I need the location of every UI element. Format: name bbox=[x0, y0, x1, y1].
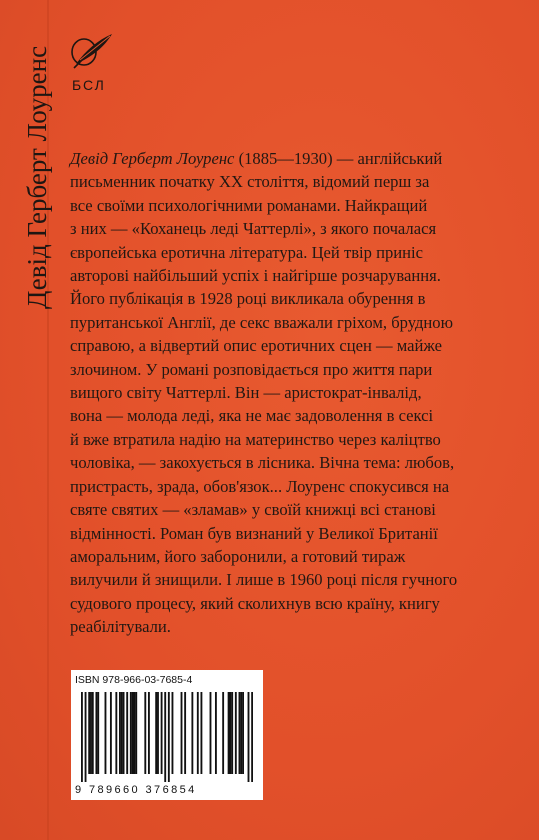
isbn-number: ISBN 978-966-03-7685-4 bbox=[75, 674, 193, 686]
barcode-image bbox=[81, 692, 253, 782]
description-line: вилучили й знищили. І лише в 1960 році після гучного bbox=[70, 570, 458, 590]
barcode-bar bbox=[148, 692, 150, 774]
barcode-bar bbox=[115, 692, 117, 774]
description-line: вона — молода леді, яка не має задоволення в сексі bbox=[70, 406, 434, 426]
barcode-bar bbox=[134, 692, 136, 774]
barcode-bar bbox=[126, 692, 128, 774]
barcode-bar bbox=[164, 692, 166, 782]
description-line: Його публікація в 1928 році викликала обурення в bbox=[70, 289, 426, 309]
barcode-bar bbox=[251, 692, 253, 782]
barcode-bar bbox=[229, 692, 231, 774]
barcode-label bbox=[71, 670, 263, 800]
description-line: аморальним, його заборонили, а готовий тираж bbox=[70, 546, 406, 566]
barcode-bar bbox=[210, 692, 212, 774]
description-line: чоловіка, — закохується в лісника. Вічна тема: любов, bbox=[70, 453, 455, 473]
barcode-bar bbox=[92, 692, 94, 774]
description-line: реабілітували. bbox=[70, 617, 171, 637]
description-line: й вже втратила надію на материнство через каліцтво bbox=[70, 429, 441, 449]
barcode-bar bbox=[157, 692, 159, 774]
barcode-bar bbox=[105, 692, 107, 774]
book-description bbox=[70, 147, 520, 639]
description-line: письменник початку XX століття, відомий перш за bbox=[70, 172, 430, 192]
description-line: відмінності. Роман був визнаний у Великої Британії bbox=[70, 523, 438, 543]
barcode-bar bbox=[228, 692, 230, 774]
barcode-bar bbox=[168, 692, 170, 782]
description-line: судового процесу, який сколихнув всю країну, книгу bbox=[70, 593, 440, 613]
description-line: пристрасть, зрада, обов'язок... Лоуренс спокусився на bbox=[70, 476, 450, 496]
barcode-bar bbox=[144, 692, 146, 774]
spine-author-name: Девід Герберт Лоуренс bbox=[22, 45, 52, 310]
barcode-bar bbox=[85, 692, 87, 782]
barcode-bar bbox=[123, 692, 125, 774]
barcode-bar bbox=[121, 692, 123, 774]
description-line: пуританської Англії, де секс вважали гріхом, брудною bbox=[70, 312, 453, 332]
barcode-bar bbox=[119, 692, 121, 774]
barcode-bar bbox=[235, 692, 237, 774]
barcode-bar bbox=[95, 692, 97, 774]
barcode-bar bbox=[191, 692, 193, 774]
barcode-bar bbox=[97, 692, 99, 774]
barcode-bar bbox=[90, 692, 92, 774]
barcode-bar bbox=[88, 692, 90, 774]
barcode-bar bbox=[215, 692, 217, 774]
publisher-logo-text: БСЛ bbox=[72, 77, 106, 93]
barcode-bar bbox=[155, 692, 157, 774]
description-line: авторові найбільший успіх і найгірше розчарування. bbox=[70, 266, 441, 286]
barcode-bar bbox=[231, 692, 233, 774]
description-line: європейська еротична література. Цей твір приніс bbox=[70, 242, 424, 262]
barcode-bar bbox=[242, 692, 244, 774]
barcode-bar bbox=[161, 692, 163, 774]
barcode-bar bbox=[200, 692, 202, 774]
barcode-bar bbox=[197, 692, 199, 774]
barcode-bar bbox=[135, 692, 137, 774]
barcode-bar bbox=[239, 692, 241, 774]
description-line: святе святих — «зламав» у своїй книжці всі станові bbox=[70, 500, 436, 520]
barcode-digits: 9 789660 376854 bbox=[75, 784, 197, 796]
barcode-bar bbox=[222, 692, 224, 774]
description-line-1: Девід Герберт Лоуренс (1885—1930) — англійський bbox=[70, 149, 443, 168]
barcode-bar bbox=[240, 692, 242, 774]
description-line: з них — «Коханець леді Чаттерлі», з якого почалася bbox=[70, 219, 437, 239]
barcode-bar bbox=[184, 692, 186, 774]
description-author: Девід Герберт Лоуренс bbox=[70, 149, 235, 168]
barcode-bar bbox=[110, 692, 112, 774]
barcode-bar bbox=[172, 692, 174, 774]
barcode-bar bbox=[248, 692, 250, 782]
barcode-bar bbox=[130, 692, 132, 774]
description-line: все своїми психологічними романами. Найкращий bbox=[70, 195, 428, 215]
description-line: справою, а відвертий опис еротичних сцен — майже bbox=[70, 336, 442, 356]
description-line: злочином. У романі розповідається про життя пари bbox=[70, 359, 433, 379]
barcode-bar bbox=[181, 692, 183, 774]
description-line: вищого світу Чаттерлі. Він — аристократ-інвалід, bbox=[70, 383, 422, 403]
barcode-bar bbox=[132, 692, 134, 774]
barcode-bar bbox=[81, 692, 83, 782]
